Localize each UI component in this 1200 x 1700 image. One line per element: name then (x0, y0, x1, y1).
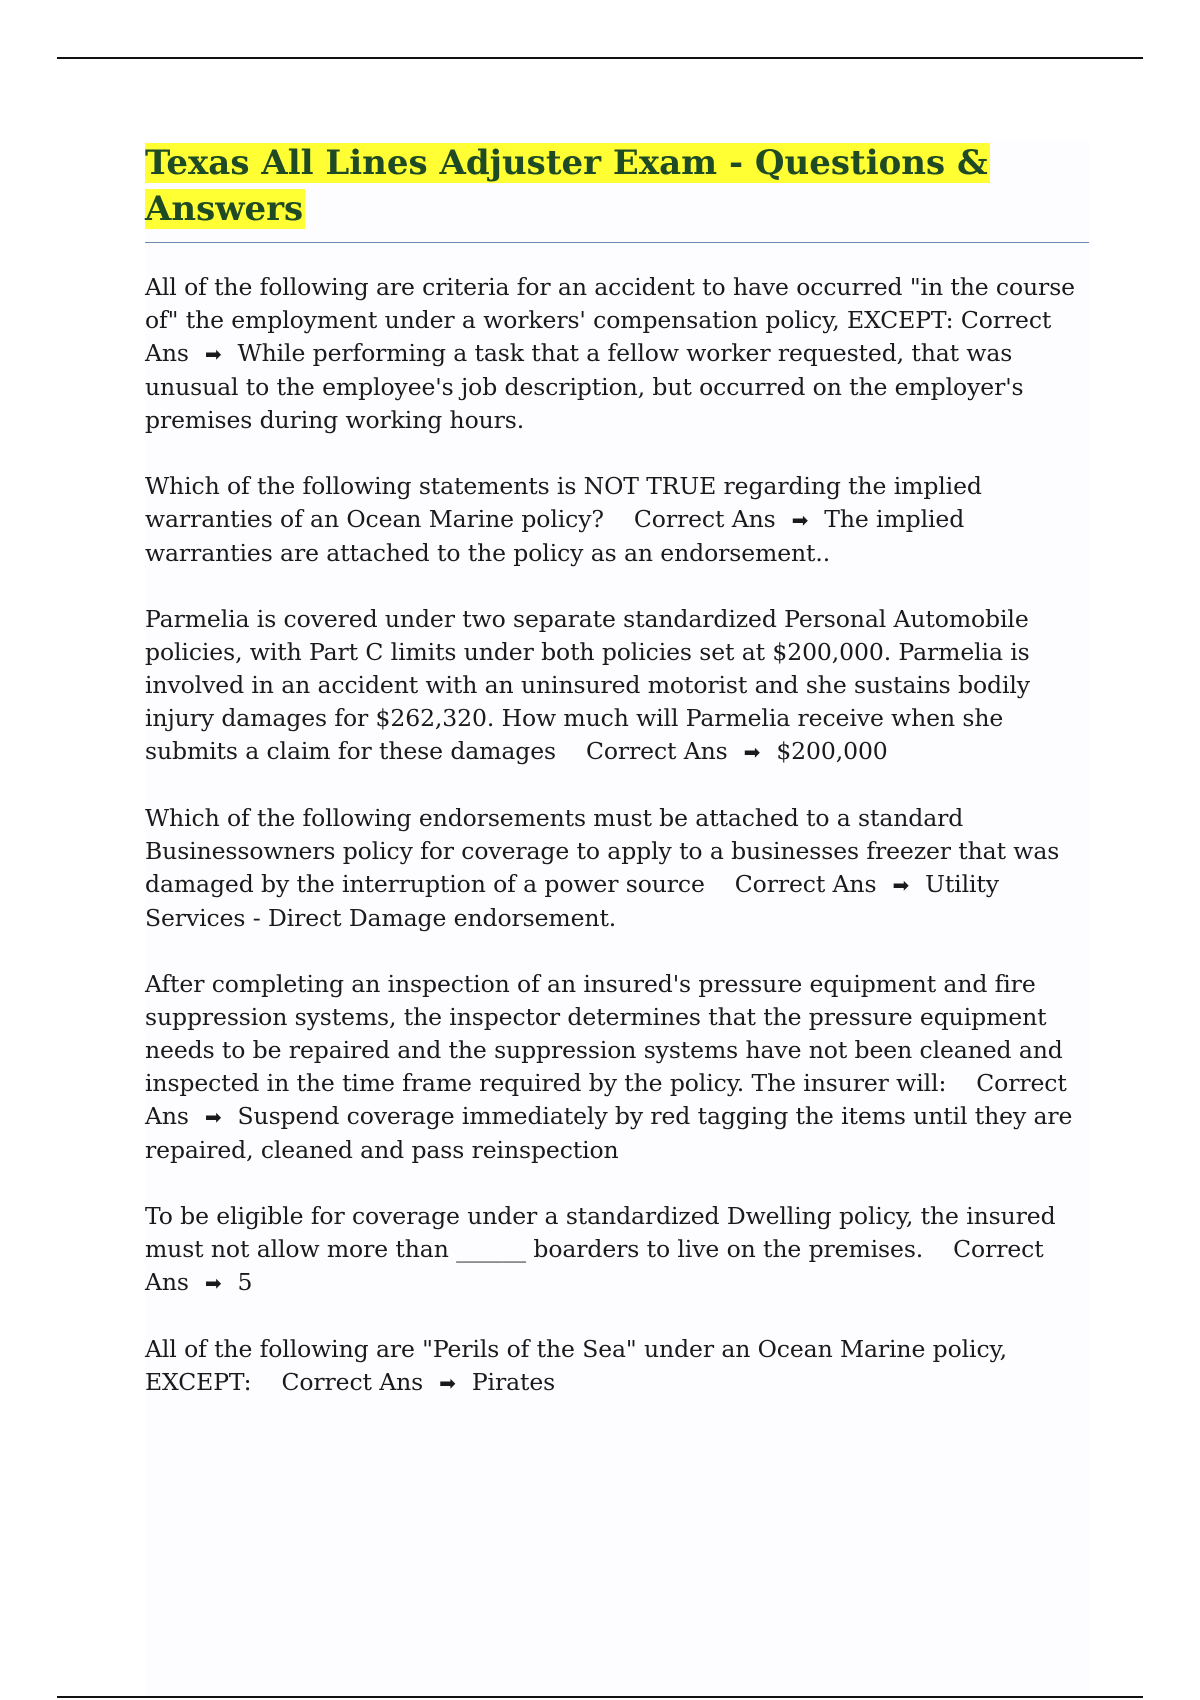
answer-label: Correct Ans (145, 306, 1052, 367)
answer-label: Correct Ans (281, 1368, 424, 1396)
question-text: All of the following are criteria for an accident to have occurred "in the course of" the employment under a workers' compensation policy, EXCEPT: (145, 273, 1075, 334)
qa-list (145, 271, 1089, 1400)
page-title-line2: Answers (145, 189, 304, 229)
qa-item-3 (145, 603, 1089, 769)
answer-text: While performing a task that a fellow worker requested, that was unusual to the employee's job description, but occurred on the employer's premises during working hours. (145, 339, 1024, 434)
title-underline (145, 242, 1089, 243)
question-text: All of the following are "Perils of the Sea" under an Ocean Marine policy, EXCEPT: (145, 1335, 1007, 1396)
qa-item-2 (145, 470, 1089, 570)
page-bottom-rule (57, 1696, 1143, 1698)
answer-text: Pirates (471, 1368, 556, 1396)
answer-label: Correct Ans (585, 737, 728, 765)
arrow-right-icon: ➡ (791, 508, 809, 532)
page-title (145, 140, 1089, 232)
qa-item-1 (145, 271, 1089, 437)
question-text: Parmelia is covered under two separate standardized Personal Automobile policies, with Part C limits under both policies set at $200,000. Parmelia is involved in an accident with an uninsured motorist and she sustains bodily injury damages for $262,320. How much will Parmelia receive when she submits a claim for these damages (145, 605, 1030, 765)
answer-text: Suspend coverage immediately by red tagging the items until they are repaired, cleaned and pass reinspection (145, 1102, 1073, 1164)
answer-label: Correct Ans (145, 1235, 1044, 1296)
arrow-right-icon: ➡ (743, 740, 761, 764)
answer-text: $200,000 (776, 737, 888, 765)
question-text: To be eligible for coverage under a standardized Dwelling policy, the insured must not allow more than ______ boarders to live on the premises. (145, 1202, 1056, 1263)
arrow-right-icon: ➡ (892, 873, 910, 897)
answer-label: Correct Ans (633, 505, 776, 533)
qa-item-7 (145, 1333, 1089, 1400)
question-text: Which of the following statements is NOT TRUE regarding the implied warranties of an Ocean Marine policy? (145, 472, 982, 533)
answer-label: Correct Ans (145, 1069, 1067, 1130)
answer-text: The implied warranties are attached to the policy as an endorsement.. (145, 505, 965, 567)
qa-item-4 (145, 802, 1089, 935)
page-top-rule (57, 57, 1143, 59)
qa-item-6 (145, 1200, 1089, 1300)
arrow-right-icon: ➡ (204, 342, 222, 366)
document-page (145, 140, 1089, 1696)
arrow-right-icon: ➡ (204, 1271, 222, 1295)
arrow-right-icon: ➡ (439, 1371, 456, 1395)
qa-item-5 (145, 968, 1089, 1167)
answer-text: 5 (237, 1268, 253, 1296)
question-text: After completing an inspection of an insured's pressure equipment and fire suppression systems, the inspector determines that the pressure equipment needs to be repaired and the suppression systems have not been cleaned and inspected in the time frame required by the policy. The insurer will: (145, 970, 1063, 1097)
answer-text: Utility Services - Direct Damage endorsement. (145, 870, 999, 932)
arrow-right-icon: ➡ (204, 1105, 222, 1129)
page-title-line1: Texas All Lines Adjuster Exam - Questions & (145, 143, 988, 183)
question-text: Which of the following endorsements must be attached to a standard Businessowners policy for coverage to apply to a businesses freezer that was damaged by the interruption of a power source (145, 804, 1060, 898)
answer-label: Correct Ans (734, 870, 877, 898)
